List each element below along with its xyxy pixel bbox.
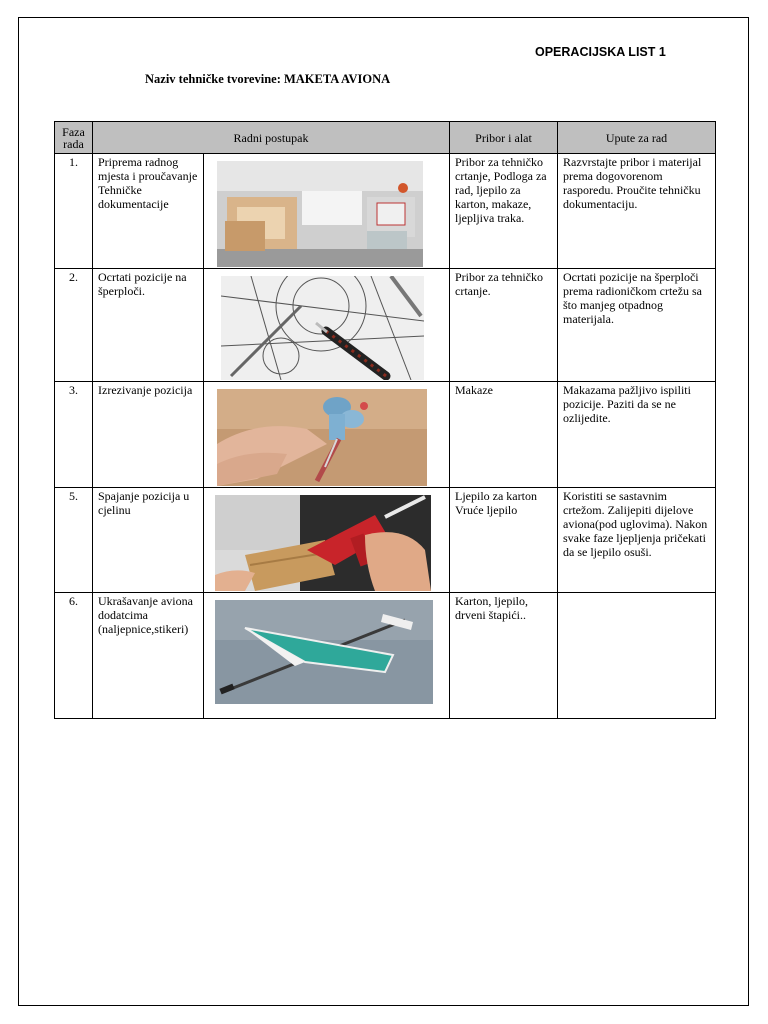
row-instructions: Makazama pažljivo ispiliti pozicije. Paziti da se ne ozlijedite. xyxy=(558,382,716,488)
row-instructions: Koristiti se sastavnim crtežom. Zalijepiti dijelove aviona(pod uglovima). Nakon svake faze ljepljenja pričekati da se ljepilo osuši. xyxy=(558,488,716,593)
row-image-cell xyxy=(204,382,450,488)
row-number: 3. xyxy=(55,382,93,488)
operations-table xyxy=(54,121,716,719)
header-instructions: Upute za rad xyxy=(558,122,716,154)
row-number: 5. xyxy=(55,488,93,593)
header-procedure: Radni postupak xyxy=(93,122,450,154)
row-number: 6. xyxy=(55,593,93,719)
row-step: Priprema radnog mjesta i proučavanje Tehničke dokumentacije xyxy=(93,154,204,269)
row-number: 2. xyxy=(55,269,93,382)
header-phase xyxy=(55,122,93,154)
row-tools: Pribor za tehničko crtanje. xyxy=(450,269,558,382)
table-row xyxy=(55,154,716,269)
row-step: Izrezivanje pozicija xyxy=(93,382,204,488)
row-step: Ukrašavanje aviona dodatcima (naljepnice,stikeri) xyxy=(93,593,204,719)
row-instructions xyxy=(558,593,716,719)
header-phase-line1: Faza xyxy=(62,124,85,139)
row-instructions: Razvrstajte pribor i materijal prema dogovorenom rasporedu. Proučite tehničku dokumentaciju. xyxy=(558,154,716,269)
table-row xyxy=(55,593,716,719)
cutting-scissors-photo xyxy=(217,389,427,486)
workbench-photo xyxy=(217,161,423,267)
row-tools: Pribor za tehničko crtanje, Podloga za rad, ljepilo za karton, makaze, ljepljiva traka. xyxy=(450,154,558,269)
row-image-cell xyxy=(204,593,450,719)
row-tools: Makaze xyxy=(450,382,558,488)
table-row xyxy=(55,382,716,488)
row-instructions: Ocrtati pozicije na šperploči prema radioničkom crtežu sa što manjeg otpadnog materijala. xyxy=(558,269,716,382)
row-number: 1. xyxy=(55,154,93,269)
header-phase-line2: rada xyxy=(63,136,84,151)
sheet-title: OPERACIJSKA LIST 1 xyxy=(535,45,666,59)
drawing-pencil-photo xyxy=(221,276,424,380)
row-tools: Karton, ljepilo, drveni štapići.. xyxy=(450,593,558,719)
row-step: Ocrtati pozicije na šperploči. xyxy=(93,269,204,382)
table-header-row xyxy=(55,122,716,154)
product-name: Naziv tehničke tvorevine: MAKETA AVIONA xyxy=(145,72,391,86)
row-step: Spajanje pozicija u cjelinu xyxy=(93,488,204,593)
row-image-cell xyxy=(204,488,450,593)
table-row xyxy=(55,488,716,593)
row-image-cell xyxy=(204,154,450,269)
model-airplane-photo xyxy=(215,600,433,704)
glue-gun-photo xyxy=(215,495,431,591)
row-tools: Ljepilo za karton Vruće ljepilo xyxy=(450,488,558,593)
header-tools: Pribor i alat xyxy=(450,122,558,154)
table-row xyxy=(55,269,716,382)
row-image-cell xyxy=(204,269,450,382)
